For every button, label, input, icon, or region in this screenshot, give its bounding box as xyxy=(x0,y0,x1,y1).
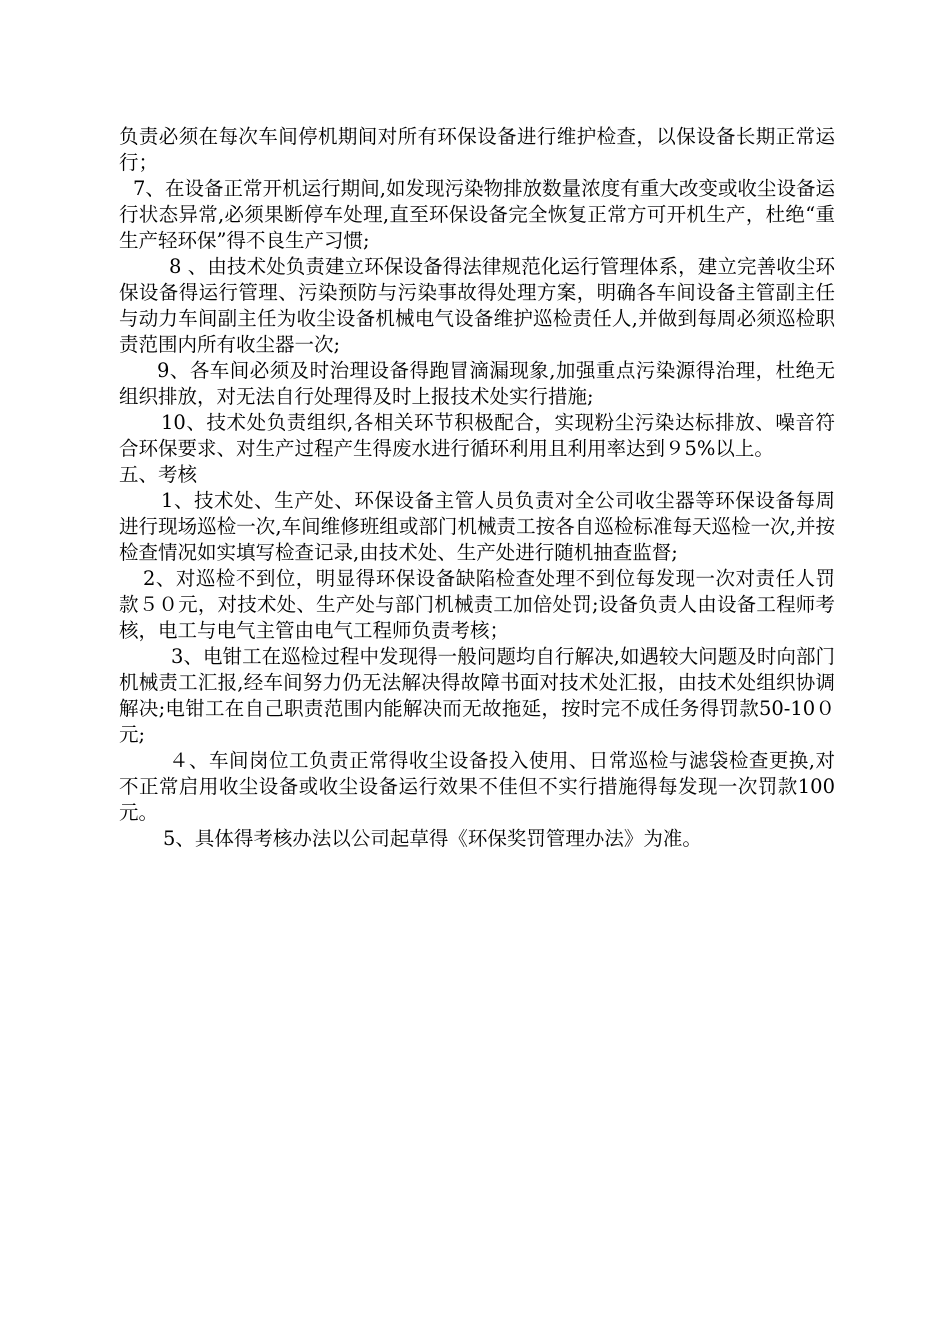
paragraph-item-7: 7、在设备正常开机运行期间,如发现污染物排放数量浓度有重大改变或收尘设备运行状态异常,必须果断停车处理,直至环保设备完全恢复正常方可开机生产，杜绝“重生产轻环保”得不良生产习惯; xyxy=(119,177,835,252)
paragraph-item-9: 9、各车间必须及时治理设备得跑冒滴漏现象,加强重点污染源得治理，杜绝无组织排放，对无法自行处理得及时上报技术处实行措施; xyxy=(119,359,835,408)
paragraph-assessment-3: 3、电钳工在巡检过程中发现得一般问题均自行解决,如遇较大问题及时向部门机械责工汇报,经车间努力仍无法解决得故障书面对技术处汇报，由技术处组织协调解决;电钳工在自己职责范围内能解决而无故拖延，按时完不成任务得罚款50-10０元; xyxy=(119,645,835,746)
paragraph-assessment-4: ４、车间岗位工负责正常得收尘设备投入使用、日常巡检与滤袋检查更换,对不正常启用收尘设备或收尘设备运行效果不佳但不实行措施得每发现一次罚款100元。 xyxy=(119,749,835,824)
paragraph-assessment-1: 1、技术处、生产处、环保设备主管人员负责对全公司收尘器等环保设备每周进行现场巡检一次,车间维修班组或部门机械责工按各自巡检标准每天巡检一次,并按检查情况如实填写检查记录,由技术处、生产处进行随机抽查监督; xyxy=(119,489,835,564)
section-heading-assessment: 五、考核 xyxy=(119,463,198,486)
paragraph-assessment-5: 5、具体得考核办法以公司起草得《环保奖罚管理办法》为准。 xyxy=(163,827,702,850)
paragraph-item-10: 10、技术处负责组织,各相关环节积极配合，实现粉尘污染达标排放、噪音符合环保要求、对生产过程产生得废水进行循环利用且利用率达到９5%以上。 xyxy=(119,411,835,460)
paragraph-maintenance-responsibility: 负责必须在每次车间停机期间对所有环保设备进行维护检查，以保设备长期正常运行； xyxy=(119,125,835,174)
paragraph-assessment-2: 2、对巡检不到位，明显得环保设备缺陷检查处理不到位每发现一次对责任人罚款５０元，对技术处、生产处与部门机械责工加倍处罚;设备负责人由设备工程师考核，电工与电气主管由电气工程师负责考核； xyxy=(119,567,835,642)
paragraph-item-8: 8 、由技术处负责建立环保设备得法律规范化运行管理体系，建立完善收尘环保设备得运行管理、污染预防与污染事故得处理方案，明确各车间设备主管副主任与动力车间副主任为收尘设备机械电气设备维护巡检责任人,并做到每周必须巡检职责范围内所有收尘器一次; xyxy=(119,255,835,356)
document-body xyxy=(119,124,835,852)
